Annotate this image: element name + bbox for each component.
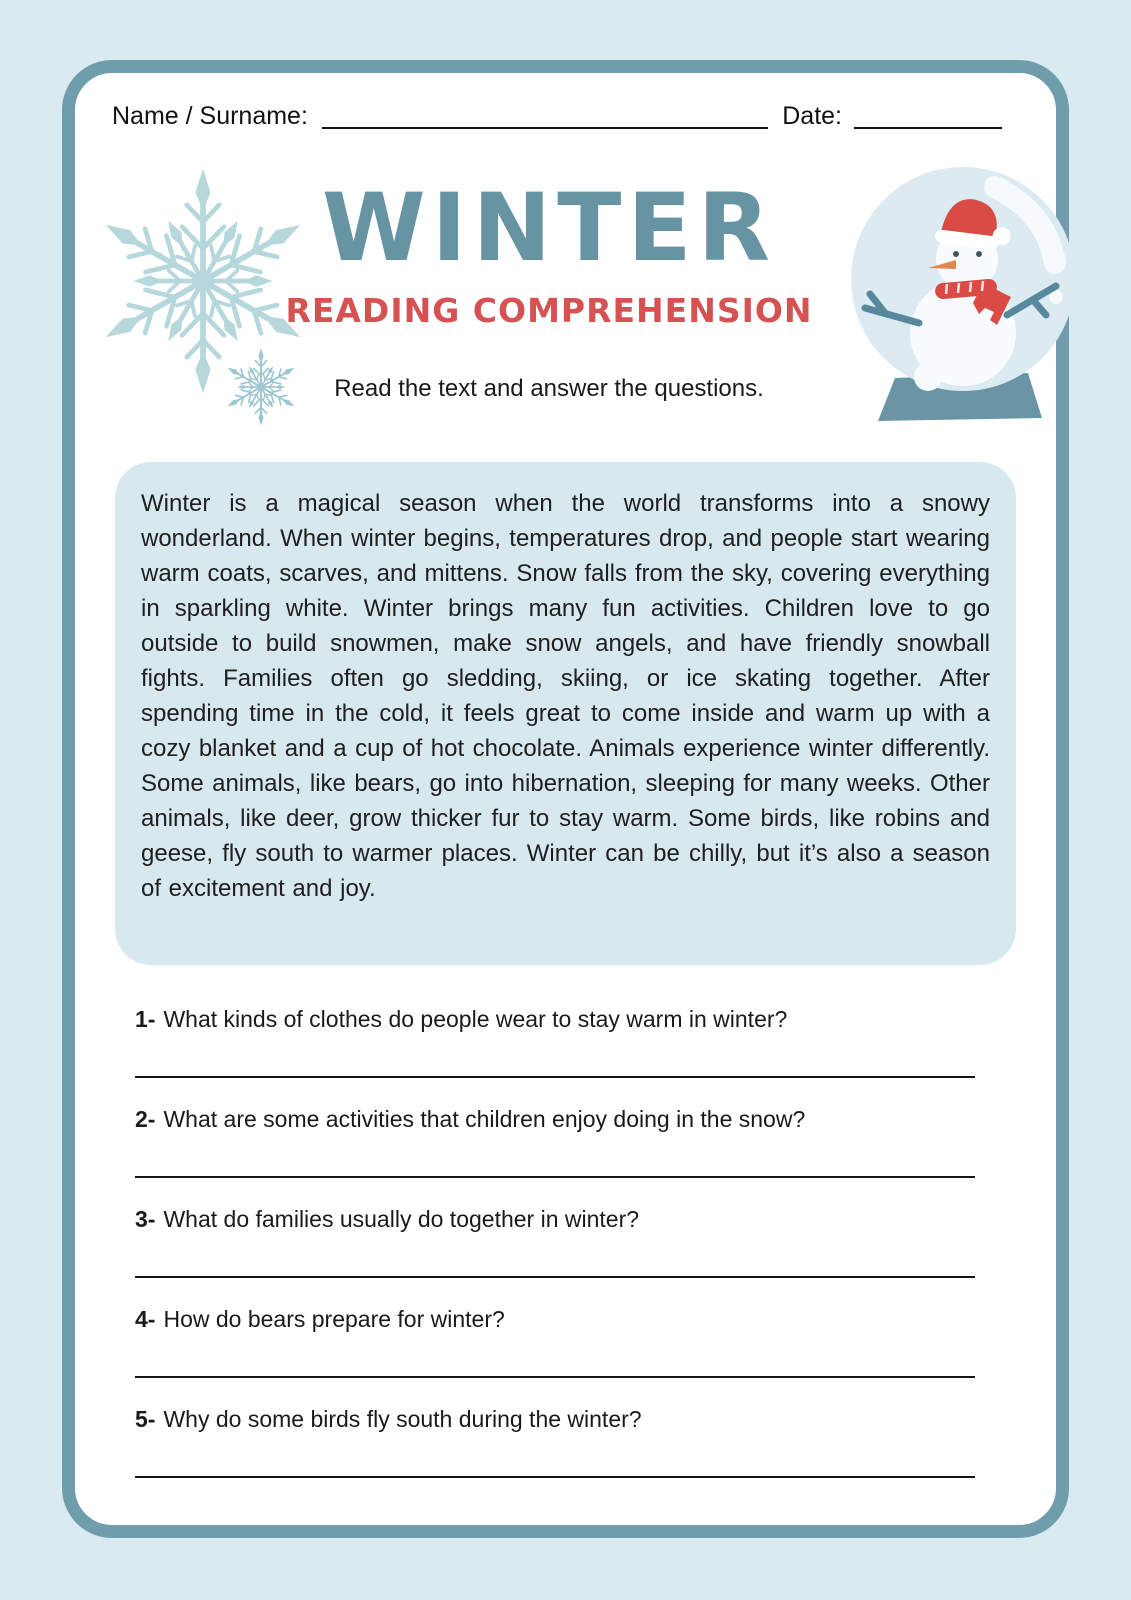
question-number: 1-	[135, 1006, 156, 1032]
instruction-text: Read the text and answer the questions.	[334, 374, 764, 402]
reading-passage	[115, 462, 1016, 965]
snow-globe-icon	[843, 155, 1081, 425]
page-title: WINTER	[321, 174, 777, 283]
question-text: How do bears prepare for winter?	[163, 1306, 505, 1332]
question-number: 4-	[135, 1306, 156, 1332]
question-3	[135, 1204, 975, 1278]
question-text: What are some activities that children enjoy doing in the snow?	[163, 1106, 806, 1132]
question-number: 2-	[135, 1106, 156, 1132]
name-input-line[interactable]	[322, 103, 768, 129]
answer-line-5[interactable]	[135, 1476, 975, 1478]
question-5	[135, 1404, 975, 1478]
header-block	[242, 174, 856, 404]
question-text: What do families usually do together in winter?	[163, 1206, 640, 1232]
name-date-row	[112, 100, 1002, 132]
date-input-line[interactable]	[854, 103, 1002, 129]
answer-line-3[interactable]	[135, 1276, 975, 1278]
date-label: Date:	[782, 102, 842, 130]
question-text: What kinds of clothes do people wear to stay warm in winter?	[163, 1006, 788, 1032]
answer-line-2[interactable]	[135, 1176, 975, 1178]
answer-line-1[interactable]	[135, 1076, 975, 1078]
question-1	[135, 1004, 975, 1078]
question-text: Why do some birds fly south during the winter?	[163, 1406, 642, 1432]
page-subtitle: READING COMPREHENSION	[285, 291, 813, 331]
question-number: 5-	[135, 1406, 156, 1432]
question-number: 3-	[135, 1206, 156, 1232]
question-list	[135, 1004, 975, 1504]
answer-line-4[interactable]	[135, 1376, 975, 1378]
passage-text: Winter is a magical season when the world transforms into a snowy wonderland. When winter begins, temperatures drop, and people start wearing warm coats, scarves, and mittens. Snow falls from the sky, covering everything in sparkling white. Winter brings many fun activities. Children love to go outside to build snowmen, make snow angels, and have friendly snowball fights. Families often go sledding, skiing, or ice skating together. After spending time in the cold, it feels great to come inside and warm up with a cozy blanket and a cup of hot chocolate. Animals experience winter differently. Some animals, like bears, go into hibernation, sleeping for many weeks. Other animals, like deer, grow thicker fur to stay warm. Some birds, like robins and geese, fly south to warmer places. Winter can be chilly, but it’s also a season of excitement and joy.	[141, 490, 990, 902]
question-2	[135, 1104, 975, 1178]
question-4	[135, 1304, 975, 1378]
name-label: Name / Surname:	[112, 102, 308, 130]
